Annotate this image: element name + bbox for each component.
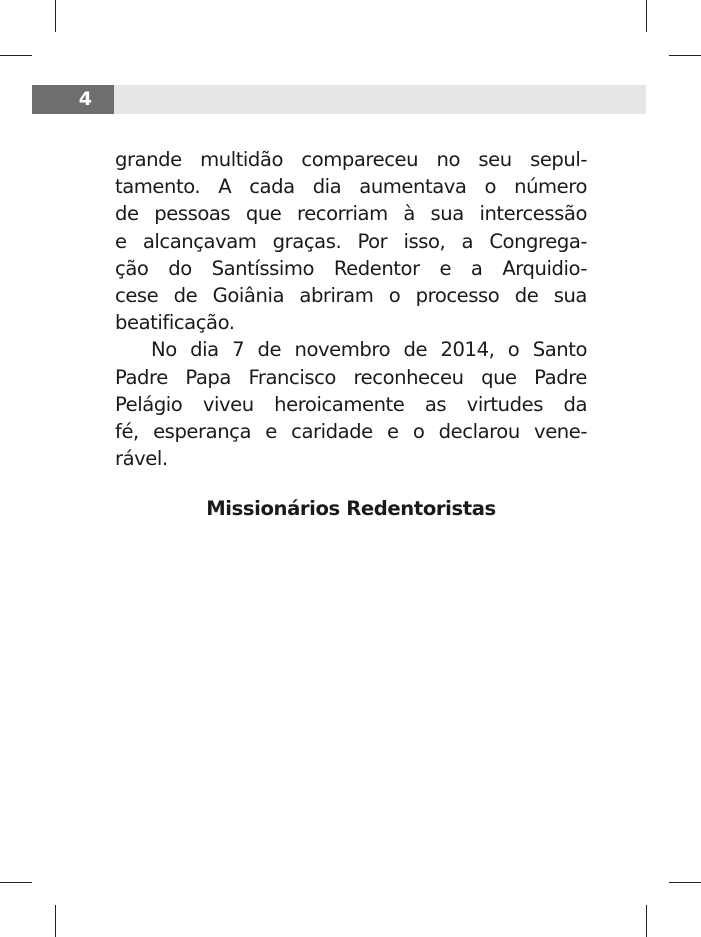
body-text [115,146,587,472]
text-line: Pelágio viveu heroicamente as virtudes da [115,392,587,416]
text-line: Padre Papa Francisco reconheceu que Padre [115,365,587,389]
text-line: beatificação. [115,311,235,335]
page-header-bar [32,85,646,114]
text-line: No dia 7 de novembro de 2014, o Santo [151,338,587,362]
crop-mark-top-right-vertical [646,0,647,32]
text-line: fé, esperança e caridade e o declarou vene- [115,420,587,444]
text-line: ção do Santíssimo Redentor e a Arquidio- [115,256,587,280]
crop-mark-top-left-horizontal [0,55,32,56]
text-line: grande multidão compareceu no seu sepul- [115,148,587,171]
text-line: e alcançavam graças. Por isso, a Congrega- [115,229,587,253]
signature: Missionários Redentoristas [206,497,496,520]
crop-mark-bottom-right-horizontal [669,882,701,883]
page-number: 4 [32,85,114,114]
text-line: de pessoas que recorriam à sua intercessão [115,202,587,226]
text-line: tamento. A cada dia aumentava o número [115,175,587,199]
crop-mark-bottom-left-vertical [55,905,56,937]
crop-mark-bottom-right-vertical [646,905,647,937]
crop-mark-top-left-vertical [55,0,56,32]
text-line: cese de Goiânia abriram o processo de sua [115,284,587,308]
paragraph-1 [115,146,587,336]
crop-mark-bottom-left-horizontal [0,882,32,883]
crop-mark-top-right-horizontal [669,55,701,56]
paragraph-2 [115,336,587,472]
text-line: rável. [115,447,168,471]
